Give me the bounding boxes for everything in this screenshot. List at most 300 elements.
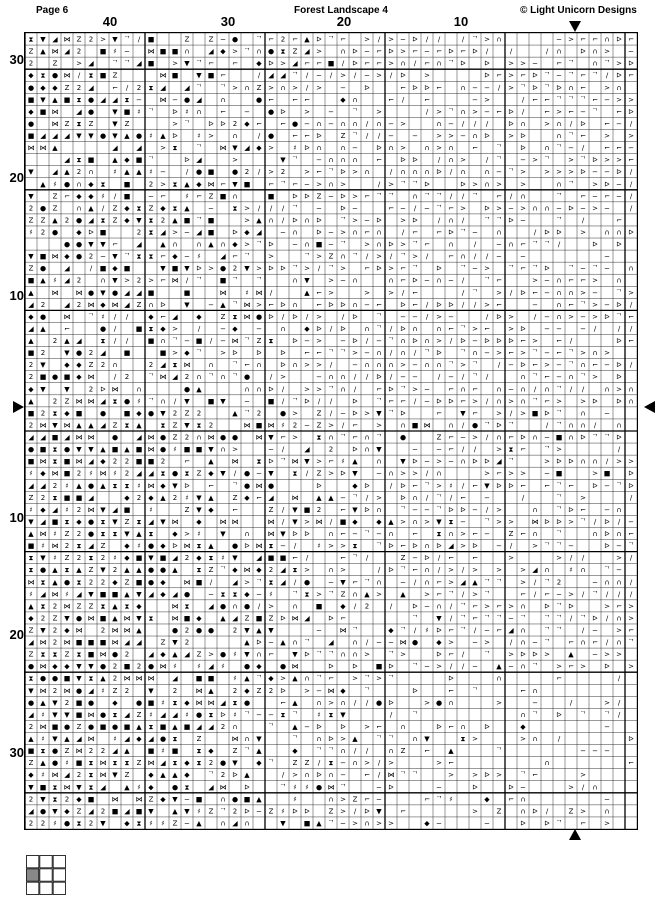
stitch-symbol: −	[124, 47, 130, 56]
stitch-symbol: ⌐	[376, 300, 382, 309]
stitch-symbol: ⋈	[123, 674, 131, 683]
stitch-symbol: Z	[340, 590, 346, 599]
stitch-symbol: ◢	[460, 578, 466, 587]
stitch-symbol: >	[388, 819, 394, 828]
stitch-symbol: ᄀ	[555, 95, 563, 104]
stitch-symbol: ⋈	[171, 602, 179, 611]
stitch-symbol: ᄀ	[591, 264, 599, 273]
stitch-symbol: ᐅ	[544, 409, 550, 418]
stitch-symbol: >	[508, 397, 514, 406]
stitch-symbol: ᄀ	[375, 397, 383, 406]
stitch-symbol: ᐅ	[388, 542, 394, 551]
stitch-symbol: 2	[244, 168, 250, 177]
stitch-symbol: /	[605, 457, 609, 466]
stitch-symbol: ⌐	[64, 324, 70, 333]
stitch-symbol: ⧗	[52, 457, 58, 466]
stitch-symbol: −	[628, 144, 634, 153]
stitch-symbol: >	[520, 180, 526, 189]
stitch-symbol: ⋈	[135, 674, 143, 683]
stitch-symbol: >	[256, 264, 262, 273]
stitch-symbol: ⋈	[39, 638, 47, 647]
stitch-symbol: −	[328, 240, 334, 249]
stitch-symbol: ♯	[197, 530, 201, 539]
stitch-symbol: ⌐	[472, 554, 478, 563]
stitch-symbol: ∩	[352, 638, 358, 647]
stitch-symbol: ●	[111, 433, 119, 442]
stitch-symbol: ᄀ	[267, 722, 275, 731]
stitch-symbol: −	[268, 710, 274, 719]
stitch-symbol: ●	[27, 83, 35, 92]
stitch-symbol: ⌐	[472, 602, 478, 611]
stitch-symbol: >	[148, 276, 154, 285]
stitch-symbol: ◢	[160, 228, 166, 237]
stitch-symbol: Z	[112, 686, 118, 695]
stitch-symbol: ᐅ	[412, 602, 418, 611]
row-number-10-bottom: 10	[9, 510, 24, 525]
stitch-symbol: ▼	[196, 71, 202, 80]
stitch-symbol: ᄀ	[219, 83, 227, 92]
stitch-symbol: ᐅ	[580, 119, 586, 128]
stitch-symbol: ∩	[520, 192, 526, 201]
stitch-symbol: ■	[135, 324, 143, 333]
stitch-symbol: ⧗	[148, 228, 154, 237]
stitch-symbol: 2	[136, 662, 142, 671]
stitch-symbol: ◢	[232, 614, 238, 623]
stitch-symbol: 2	[232, 119, 238, 128]
stitch-symbol: 2	[52, 638, 58, 647]
stitch-symbol: ⋈	[291, 457, 299, 466]
stitch-symbol: ⌐	[520, 264, 526, 273]
stitch-symbol: ᄀ	[327, 35, 335, 44]
stitch-symbol: ●	[375, 698, 383, 707]
stitch-symbol: ⌐	[232, 59, 238, 68]
stitch-symbol: ᄀ	[543, 614, 551, 623]
stitch-symbol: ⋈	[51, 107, 59, 116]
stitch-symbol: ᄀ	[555, 542, 563, 551]
stitch-symbol: ◆	[256, 759, 262, 768]
stitch-symbol: ■	[135, 457, 143, 466]
stitch-symbol: ⌐	[448, 686, 454, 695]
stitch-symbol: ◢	[124, 300, 130, 309]
stitch-symbol: >	[616, 156, 622, 165]
stitch-symbol: 2	[88, 349, 94, 358]
stitch-symbol: ⧗	[40, 71, 46, 80]
stitch-symbol: ᄀ	[411, 614, 419, 623]
stitch-symbol: ∩	[628, 385, 634, 394]
stitch-symbol: Z	[304, 759, 310, 768]
stitch-symbol: >	[436, 132, 442, 141]
stitch-symbol: ●	[75, 240, 83, 249]
stitch-symbol: >	[352, 674, 358, 683]
stitch-symbol: ∩	[580, 361, 586, 370]
stitch-symbol: ●	[243, 662, 251, 671]
stitch-symbol: ᄀ	[375, 192, 383, 201]
stitch-symbol: ᄀ	[399, 771, 407, 780]
stitch-symbol: −	[208, 204, 214, 213]
stitch-symbol: ⋈	[183, 542, 191, 551]
stitch-symbol: Z	[232, 747, 238, 756]
stitch-symbol: /	[461, 650, 465, 659]
stitch-symbol: ■	[327, 59, 335, 68]
stitch-symbol: ᐅ	[280, 264, 286, 273]
stitch-symbol: ▲	[124, 132, 130, 141]
stitch-symbol: ■	[111, 590, 119, 599]
stitch-symbol: >	[376, 71, 382, 80]
stitch-symbol: /	[617, 445, 621, 454]
stitch-symbol: ∩	[256, 361, 262, 370]
stitch-symbol: ⋈	[243, 312, 251, 321]
stitch-symbol: ■	[99, 590, 107, 599]
stitch-symbol: ⋈	[75, 457, 83, 466]
stitch-symbol: ∩	[604, 807, 610, 816]
stitch-symbol: 2	[184, 626, 190, 635]
stitch-symbol: >	[544, 650, 550, 659]
stitch-symbol: ⌐	[580, 276, 586, 285]
stitch-symbol: /	[293, 578, 297, 587]
stitch-symbol: ●	[75, 216, 83, 225]
stitch-symbol: ⧗	[76, 95, 82, 104]
stitch-symbol: /	[605, 614, 609, 623]
stitch-symbol: >	[352, 216, 358, 225]
stitch-symbol: Z	[64, 747, 70, 756]
stitch-symbol: ᐅ	[340, 469, 346, 478]
stitch-symbol: ∩	[592, 59, 598, 68]
stitch-symbol: ᄀ	[387, 409, 395, 418]
stitch-symbol: /	[617, 710, 621, 719]
stitch-symbol: ᄀ	[183, 119, 191, 128]
stitch-symbol: /	[485, 252, 489, 261]
stitch-symbol: −	[364, 349, 370, 358]
stitch-symbol: >	[340, 807, 346, 816]
stitch-symbol: ⋈	[111, 300, 119, 309]
stitch-symbol: >	[412, 385, 418, 394]
stitch-symbol: ▼	[352, 505, 358, 514]
stitch-symbol: ◆	[40, 469, 46, 478]
stitch-symbol: ᐅ	[268, 240, 274, 249]
stitch-symbol: ∩	[604, 385, 610, 394]
stitch-symbol: ◢	[88, 216, 94, 225]
stitch-symbol: ∩	[184, 47, 190, 56]
stitch-symbol: 2	[256, 409, 262, 418]
stitch-symbol: ᐅ	[304, 144, 310, 153]
stitch-symbol: ▼	[184, 264, 190, 273]
stitch-symbol: ᄀ	[471, 288, 479, 297]
stitch-symbol: ᐅ	[280, 686, 286, 695]
stitch-symbol: >	[556, 107, 562, 116]
stitch-symbol: ⌐	[472, 481, 478, 490]
stitch-symbol: >	[508, 59, 514, 68]
stitch-symbol: −	[292, 240, 298, 249]
stitch-symbol: ᐅ	[448, 505, 454, 514]
stitch-symbol: 2	[148, 180, 154, 189]
stitch-symbol: ᄀ	[195, 276, 203, 285]
pattern-title: Forest Landscape 4	[294, 5, 388, 16]
stitch-symbol: >	[316, 590, 322, 599]
stitch-symbol: ᐅ	[328, 662, 334, 671]
stitch-symbol: >	[616, 95, 622, 104]
stitch-symbol: /	[365, 698, 369, 707]
stitch-symbol: /	[509, 192, 513, 201]
stitch-symbol: >	[292, 433, 298, 442]
stitch-symbol: ⌐	[424, 95, 430, 104]
stitch-symbol: −	[364, 71, 370, 80]
stitch-symbol: ■	[207, 674, 215, 683]
stitch-symbol: /	[485, 433, 489, 442]
stitch-symbol: ⋈	[255, 481, 263, 490]
stitch-symbol: ∩	[328, 771, 334, 780]
stitch-symbol: ᄀ	[387, 337, 395, 346]
stitch-symbol: ∩	[292, 276, 298, 285]
stitch-symbol: ∩	[604, 228, 610, 237]
stitch-symbol: ■	[27, 132, 35, 141]
stitch-symbol: ∩	[556, 119, 562, 128]
stitch-symbol: ᄀ	[567, 264, 575, 273]
stitch-symbol: ᄀ	[555, 819, 563, 828]
stitch-symbol: >	[604, 132, 610, 141]
stitch-symbol: ∩	[292, 300, 298, 309]
stitch-symbol: ●	[267, 481, 275, 490]
stitch-symbol: >	[496, 288, 502, 297]
stitch-symbol: ■	[171, 47, 179, 56]
stitch-symbol: −	[328, 107, 334, 116]
stitch-symbol: >	[364, 409, 370, 418]
stitch-symbol: ●	[51, 228, 59, 237]
stitch-symbol: ⌐	[472, 385, 478, 394]
stitch-symbol: −	[184, 819, 190, 828]
stitch-symbol: ●	[39, 204, 47, 213]
stitch-symbol: >	[448, 566, 454, 575]
stitch-symbol: 2	[88, 385, 94, 394]
stitch-symbol: ⌐	[388, 204, 394, 213]
stitch-symbol: ᄀ	[567, 59, 575, 68]
stitch-symbol: −	[556, 373, 562, 382]
stitch-symbol: ᄀ	[591, 71, 599, 80]
stitch-symbol: /	[569, 337, 573, 346]
stitch-symbol: ■	[99, 264, 107, 273]
stitch-symbol: ᄀ	[387, 735, 395, 744]
stitch-symbol: ●	[99, 710, 107, 719]
stitch-symbol: ▼	[76, 662, 82, 671]
stitch-symbol: ⋈	[51, 252, 59, 261]
stitch-symbol: ▲	[196, 385, 202, 394]
stitch-symbol: >	[568, 168, 574, 177]
stitch-symbol: ∩	[340, 373, 346, 382]
stitch-symbol: ᄀ	[339, 349, 347, 358]
stitch-symbol: ◢	[172, 710, 178, 719]
stitch-symbol: ●	[75, 686, 83, 695]
stitch-symbol: ᄀ	[483, 216, 491, 225]
stitch-symbol: ◢	[64, 264, 70, 273]
stitch-symbol: /	[413, 397, 417, 406]
stitch-symbol: ◆	[256, 144, 262, 153]
stitch-symbol: −	[496, 252, 502, 261]
stitch-symbol: ⧗	[508, 445, 514, 454]
stitch-symbol: ●	[147, 566, 155, 575]
stitch-symbol: >	[532, 542, 538, 551]
stitch-symbol: >	[304, 168, 310, 177]
stitch-symbol: ᄀ	[555, 505, 563, 514]
stitch-symbol: Z	[208, 566, 214, 575]
stitch-symbol: ∩	[412, 735, 418, 744]
stitch-symbol: ⋈	[291, 614, 299, 623]
stitch-symbol: Z	[64, 83, 70, 92]
stitch-symbol: −	[544, 276, 550, 285]
stitch-symbol: ▼	[160, 264, 166, 273]
stitch-symbol: >	[592, 180, 598, 189]
stitch-symbol: ᄀ	[459, 324, 467, 333]
stitch-symbol: −	[352, 530, 358, 539]
stitch-symbol: ᐅ	[604, 530, 610, 539]
stitch-symbol: >	[616, 385, 622, 394]
stitch-symbol: ∩	[388, 747, 394, 756]
stitch-symbol: Z	[148, 204, 154, 213]
stitch-symbol: /	[473, 252, 477, 261]
column-number-40: 40	[102, 14, 118, 29]
stitch-symbol: ▲	[316, 819, 322, 828]
stitch-symbol: 2	[88, 747, 94, 756]
stitch-symbol: ●	[399, 433, 407, 442]
stitch-symbol: ♯	[137, 107, 141, 116]
stitch-symbol: ᐅ	[532, 83, 538, 92]
stitch-symbol: >	[340, 264, 346, 273]
stitch-symbol: ▼	[280, 156, 286, 165]
stitch-symbol: /	[101, 204, 105, 213]
stitch-symbol: ⌐	[208, 59, 214, 68]
stitch-symbol: ♯	[41, 771, 45, 780]
stitch-symbol: ᐅ	[568, 204, 574, 213]
stitch-symbol: ◢	[160, 759, 166, 768]
stitch-symbol: 2	[76, 300, 82, 309]
stitch-symbol: ■	[183, 614, 191, 623]
stitch-symbol: ∩	[592, 530, 598, 539]
stitch-symbol: /	[425, 35, 429, 44]
stitch-symbol: ᐅ	[376, 373, 382, 382]
stitch-symbol: ▲	[76, 566, 82, 575]
stitch-symbol: ∩	[412, 192, 418, 201]
stitch-symbol: ᐅ	[280, 300, 286, 309]
stitch-symbol: ◢	[292, 59, 298, 68]
stitch-symbol: >	[604, 156, 610, 165]
stitch-symbol: ∩	[520, 795, 526, 804]
stitch-symbol: ⌐	[316, 349, 322, 358]
stitch-symbol: ◢	[448, 542, 454, 551]
stitch-symbol: ◢	[232, 578, 238, 587]
stitch-symbol: ⧗	[64, 566, 70, 575]
stitch-symbol: ⋈	[75, 626, 83, 635]
stitch-symbol: ∩	[436, 59, 442, 68]
stitch-symbol: >	[268, 602, 274, 611]
stitch-symbol: >	[544, 168, 550, 177]
stitch-symbol: ●	[207, 626, 215, 635]
stitch-symbol: ⧗	[100, 180, 106, 189]
stitch-symbol: ▲	[196, 819, 202, 828]
stitch-symbol: >	[328, 276, 334, 285]
stitch-symbol: 2	[28, 361, 34, 370]
stitch-symbol: ◢	[100, 783, 106, 792]
stitch-symbol: ᄀ	[375, 542, 383, 551]
stitch-symbol: /	[473, 300, 477, 309]
stitch-symbol: ᄀ	[327, 819, 335, 828]
stitch-symbol: ⋈	[231, 457, 239, 466]
stitch-symbol: /	[425, 469, 429, 478]
stitch-symbol: ᐅ	[352, 312, 358, 321]
stitch-symbol: Z	[52, 192, 58, 201]
stitch-symbol: −	[100, 252, 106, 261]
stitch-symbol: ◆	[256, 566, 262, 575]
stitch-symbol: 2	[64, 698, 70, 707]
stitch-symbol: Z	[28, 493, 34, 502]
stitch-symbol: −	[208, 300, 214, 309]
stitch-symbol: >	[376, 493, 382, 502]
stitch-symbol: 2	[220, 722, 226, 731]
stitch-symbol: ⧗	[172, 361, 178, 370]
stitch-symbol: ∩	[220, 373, 226, 382]
stitch-symbol: ∩	[232, 192, 238, 201]
stitch-symbol: /	[281, 517, 285, 526]
stitch-symbol: −	[556, 361, 562, 370]
stitch-symbol: ⧗	[232, 204, 238, 213]
stitch-symbol: ⋈	[63, 602, 71, 611]
stitch-symbol: ▼	[100, 505, 106, 514]
stitch-symbol: −	[316, 204, 322, 213]
stitch-symbol: ■	[135, 578, 143, 587]
stitch-symbol: /	[449, 192, 453, 201]
stitch-symbol: >	[352, 168, 358, 177]
stitch-symbol: >	[376, 590, 382, 599]
stitch-symbol: ▲	[136, 530, 142, 539]
stitch-symbol: ᄀ	[411, 240, 419, 249]
stitch-symbol: >	[472, 433, 478, 442]
stitch-symbol: ᄀ	[483, 421, 491, 430]
stitch-symbol: >	[628, 457, 634, 466]
stitch-symbol: /	[605, 590, 609, 599]
stitch-symbol: /	[449, 337, 453, 346]
stitch-symbol: ■	[87, 795, 95, 804]
stitch-symbol: −	[544, 324, 550, 333]
stitch-symbol: ⌐	[268, 35, 274, 44]
stitch-symbol: ◆	[88, 180, 94, 189]
stitch-symbol: ⧗	[280, 47, 286, 56]
stitch-symbol: ᐅ	[556, 710, 562, 719]
stitch-symbol: ◢	[244, 144, 250, 153]
stitch-symbol: /	[341, 421, 345, 430]
stitch-symbol: ⋈	[531, 517, 539, 526]
stitch-symbol: /	[89, 264, 93, 273]
stitch-symbol: ♯	[281, 421, 285, 430]
stitch-symbol: ◆	[160, 204, 166, 213]
stitch-symbol: >	[304, 385, 310, 394]
stitch-symbol: ■	[135, 445, 143, 454]
stitch-symbol: ⋈	[255, 288, 263, 297]
stitch-symbol: ᐅ	[412, 457, 418, 466]
stitch-symbol: ⋈	[87, 373, 95, 382]
stitch-symbol: ∩	[544, 385, 550, 394]
stitch-symbol: ᄀ	[279, 180, 287, 189]
stitch-symbol: −	[316, 71, 322, 80]
stitch-symbol: ⧗	[124, 95, 130, 104]
stitch-symbol: /	[281, 445, 285, 454]
stitch-symbol: ●	[159, 433, 167, 442]
stitch-symbol: ᐅ	[292, 192, 298, 201]
stitch-symbol: ◆	[28, 385, 34, 394]
stitch-symbol: ᄀ	[255, 578, 263, 587]
stitch-symbol: −	[340, 409, 346, 418]
stitch-symbol: ᐅ	[436, 168, 442, 177]
stitch-symbol: ᄀ	[555, 192, 563, 201]
stitch-symbol: /	[581, 385, 585, 394]
stitch-symbol: ⋈	[75, 433, 83, 442]
stitch-symbol: ▲	[124, 445, 130, 454]
